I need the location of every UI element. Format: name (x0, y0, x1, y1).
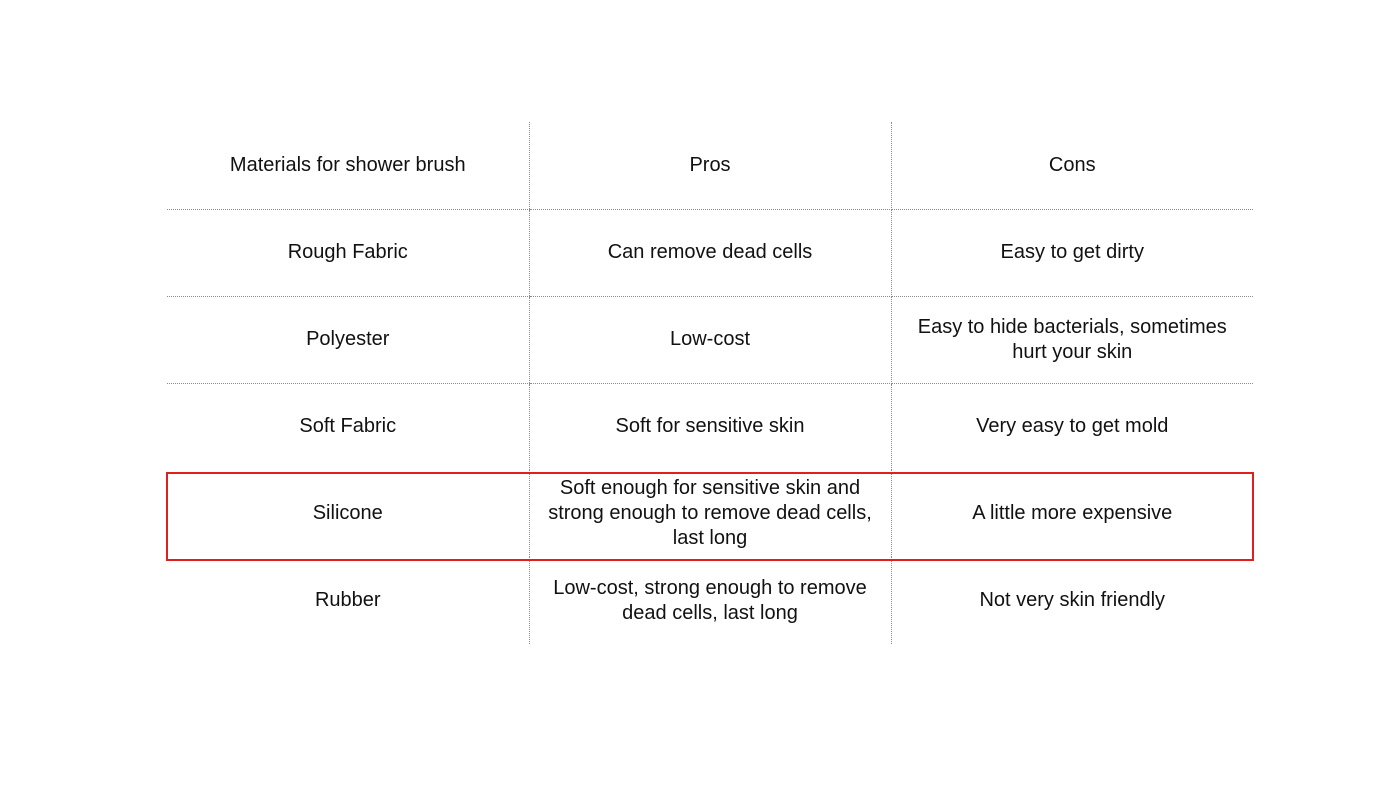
material-cell: Polyester (167, 296, 529, 383)
material-cell: Silicone (312, 502, 383, 524)
cons-cell: A little more expensive (972, 502, 1173, 524)
header-pros: Pros (529, 122, 891, 209)
material-cell: Rough Fabric (167, 209, 529, 296)
table-row-polyester (167, 296, 1253, 383)
table-row-silicone (167, 470, 1253, 557)
header-materials: Materials for shower brush (167, 122, 529, 209)
materials-comparison-table (167, 122, 1253, 644)
cons-cell: Not very skin friendly (979, 589, 1166, 611)
material-cell: Soft Fabric (299, 415, 397, 438)
header-cons: Cons (891, 122, 1253, 209)
table-row-soft-fabric (167, 383, 1253, 470)
pros-cell: Soft enough for sensitive skin and strong enough to remove dead cells, last long (529, 470, 891, 557)
pros-cell: Soft for sensitive skin (529, 383, 891, 470)
cons-cell: Very easy to get mold (976, 415, 1169, 438)
table-header-row (167, 122, 1253, 209)
pros-cell: Low-cost (529, 296, 891, 383)
cons-cell: Easy to get dirty (891, 209, 1253, 296)
material-cell: Rubber (314, 589, 381, 611)
table-row-rubber (167, 557, 1253, 644)
table-row-rough-fabric (167, 209, 1253, 296)
cons-cell: Easy to hide bacterials, sometimes hurt your skin (891, 296, 1253, 383)
pros-cell: Can remove dead cells (529, 209, 891, 296)
pros-cell: Low-cost, strong enough to remove dead cells, last long (529, 557, 891, 644)
